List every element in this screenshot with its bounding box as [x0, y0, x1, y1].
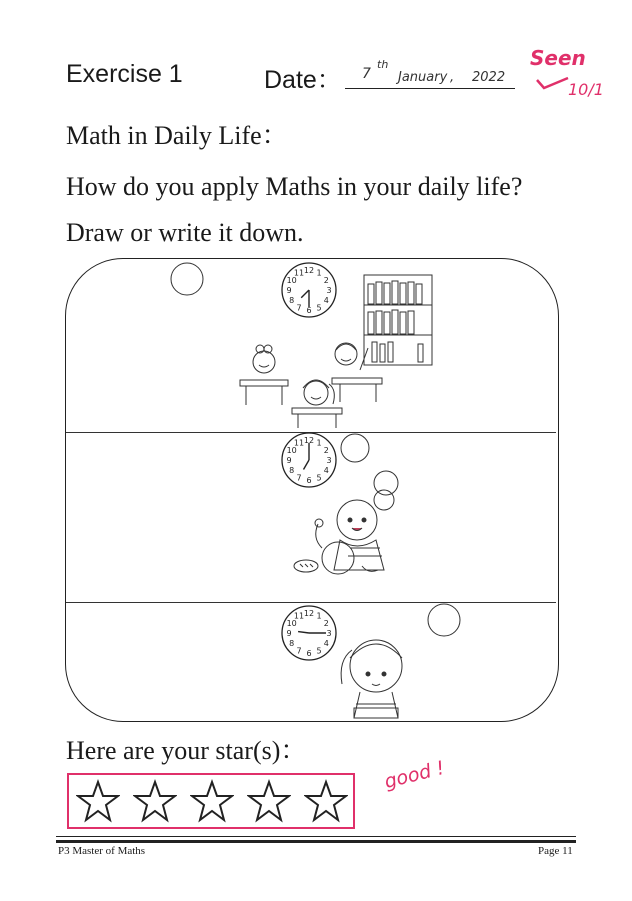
hour-hand	[298, 632, 309, 633]
date-day-suffix: th	[377, 58, 389, 71]
clock-number: 11	[293, 438, 305, 448]
sun-circle-icon	[428, 604, 460, 636]
clock-number: 10	[286, 446, 297, 455]
clock-number: 2	[323, 619, 329, 628]
homework-girl-icon	[341, 640, 402, 718]
clock-number: 7	[296, 473, 302, 483]
clock-number: 1	[316, 438, 322, 448]
clock-number: 4	[323, 466, 329, 475]
star-icon	[190, 779, 234, 823]
footer-rule	[56, 836, 576, 837]
date-comma: ,	[450, 70, 455, 85]
bookshelf-icon	[364, 275, 432, 365]
date-day: 7	[362, 66, 371, 82]
clock-number: 12	[303, 609, 315, 618]
clock-number: 2	[323, 446, 329, 455]
clock-icon	[282, 263, 336, 317]
teacher-seen-date: 10/1	[568, 80, 604, 99]
clock-number: 10	[286, 619, 297, 628]
clock-number: 12	[303, 436, 315, 445]
hour-hand	[304, 460, 310, 470]
stars-label: Here are your star(s)：	[66, 736, 307, 765]
clock-number: 8	[289, 296, 295, 305]
date-label: Date：	[264, 66, 342, 94]
clock-layer	[282, 263, 336, 660]
clock-icon	[282, 433, 336, 487]
clock-number: 1	[316, 268, 322, 278]
star-icon	[76, 779, 120, 823]
star-box	[67, 773, 355, 829]
classroom-kids-icon	[240, 343, 382, 428]
hour-hand	[301, 290, 309, 298]
clock-number: 9	[286, 286, 292, 295]
clock-number: 3	[326, 629, 332, 638]
footer-rule	[56, 840, 576, 843]
sun-circle-icon	[171, 263, 203, 295]
clock-number: 4	[323, 296, 329, 305]
clock-number: 9	[286, 629, 292, 638]
clock-number: 6	[306, 306, 312, 315]
clock-number: 5	[316, 473, 322, 483]
sun-circle-icon	[341, 434, 369, 462]
star-icon	[247, 779, 291, 823]
star-icon	[304, 779, 348, 823]
clock-number: 6	[306, 476, 312, 485]
clock-number: 7	[296, 303, 302, 313]
page-number: Page 11	[538, 845, 573, 857]
exercise-title: Exercise 1	[66, 60, 183, 88]
teacher-seen-mark: Seen	[530, 46, 586, 70]
date-month: January	[398, 70, 448, 85]
clock-number: 12	[303, 266, 315, 275]
instruction-text: Draw or write it down.	[66, 218, 304, 247]
question-text: How do you apply Maths in your daily life?	[66, 172, 523, 201]
clock-number: 5	[316, 303, 322, 313]
clock-icon	[282, 606, 336, 660]
teacher-comment: good !	[382, 756, 447, 794]
clock-number: 10	[286, 276, 297, 285]
clock-number: 1	[316, 611, 322, 621]
clock-number: 8	[289, 639, 295, 648]
clock-number: 2	[323, 276, 329, 285]
clock-number: 4	[323, 639, 329, 648]
clock-number: 7	[296, 646, 302, 656]
clock-number: 6	[306, 649, 312, 658]
clock-number: 11	[293, 611, 305, 621]
clock-number: 3	[326, 456, 332, 465]
date-year: 2022	[472, 70, 506, 85]
clock-number: 5	[316, 646, 322, 656]
clock-number: 9	[286, 456, 292, 465]
book-title: P3 Master of Maths	[58, 845, 146, 857]
star-icon	[133, 779, 177, 823]
clock-number: 8	[289, 466, 295, 475]
clock-number: 11	[293, 268, 305, 278]
clock-number: 3	[326, 286, 332, 295]
topic-title: Math in Daily Life：	[66, 121, 288, 150]
